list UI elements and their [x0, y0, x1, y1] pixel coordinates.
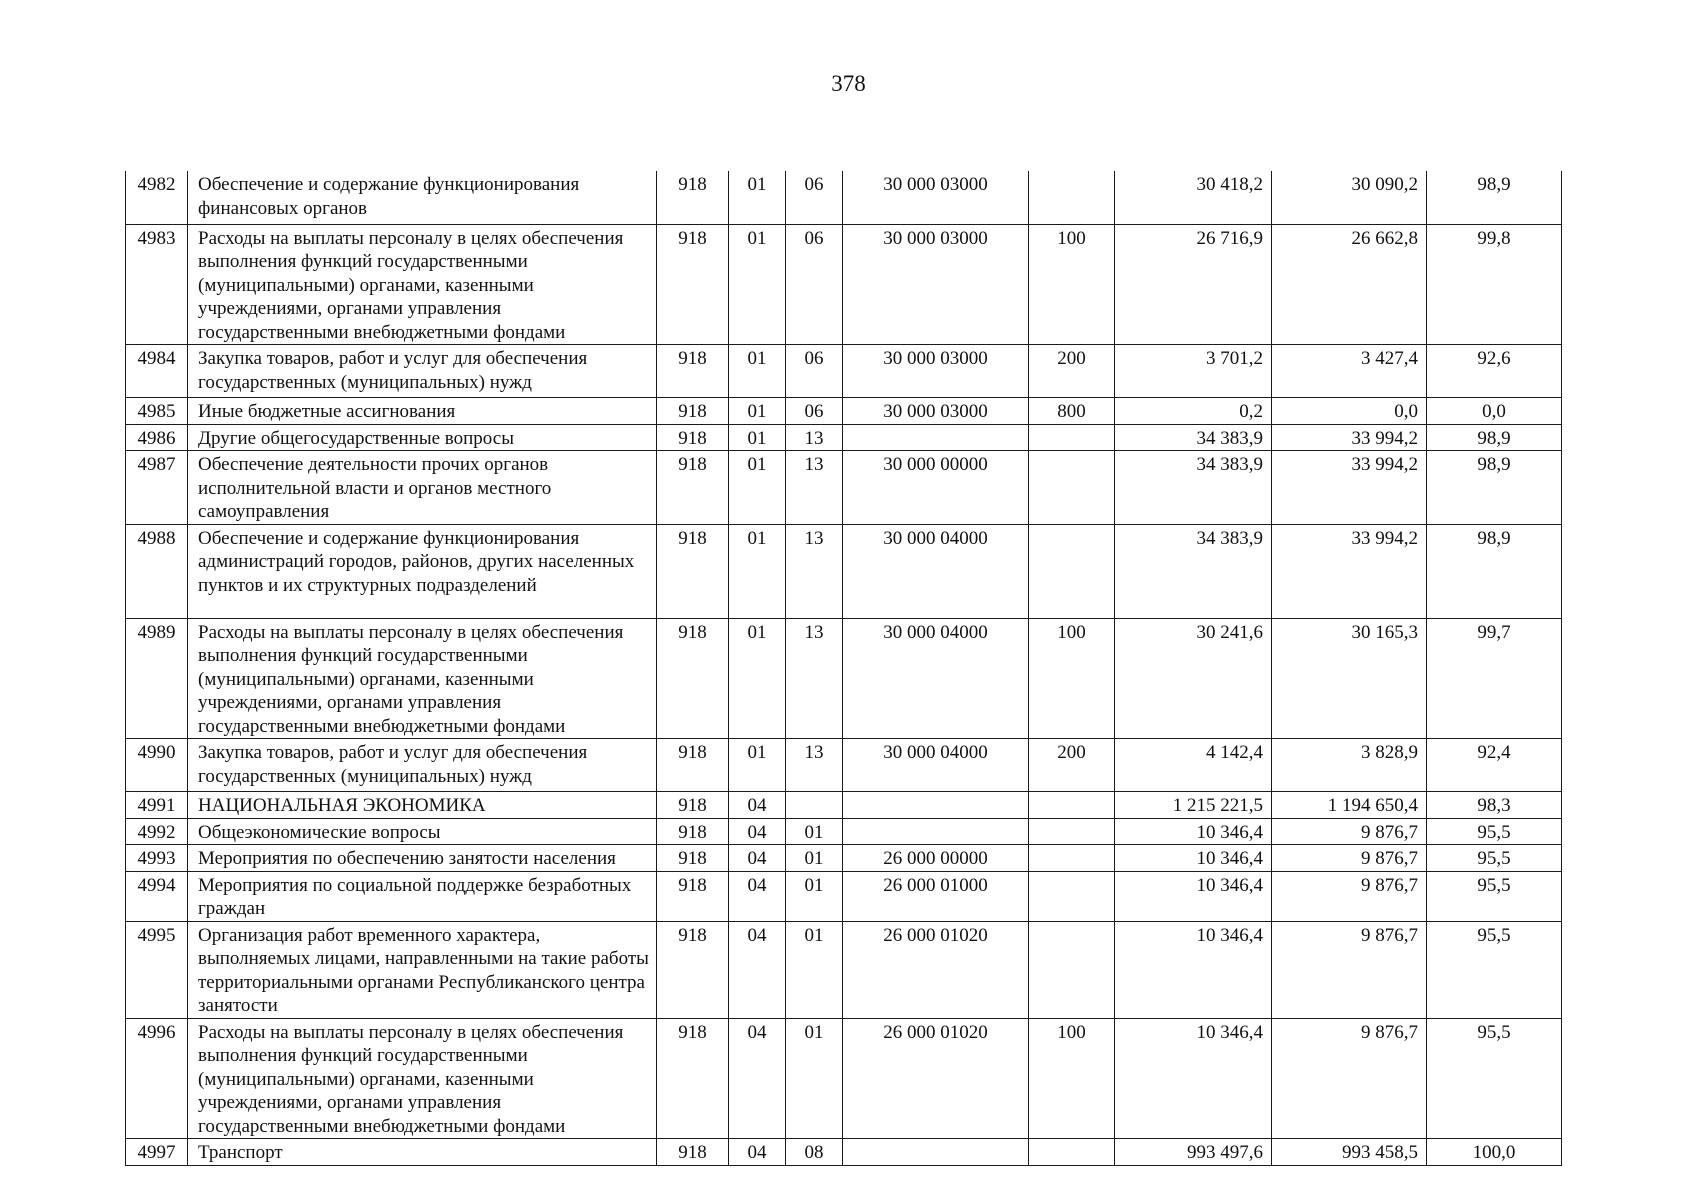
- actual-amount-cell: 3 427,4: [1272, 345, 1427, 398]
- department-code-cell: 918: [657, 345, 729, 398]
- item-name-cell: Обеспечение и содержание функционирования финансовых органов: [188, 171, 657, 224]
- target-article-cell: [843, 792, 1029, 819]
- subsection-code-cell: 06: [786, 171, 843, 224]
- subsection-code-cell: 08: [786, 1139, 843, 1166]
- expense-type-cell: 800: [1029, 398, 1115, 425]
- planned-amount-cell: 30 241,6: [1115, 618, 1272, 739]
- planned-amount-cell: 3 701,2: [1115, 345, 1272, 398]
- row-number-cell: 4987: [126, 451, 188, 525]
- planned-amount-cell: 30 418,2: [1115, 171, 1272, 224]
- subsection-code-cell: 13: [786, 424, 843, 451]
- execution-percent-cell: 95,5: [1427, 921, 1562, 1018]
- planned-amount-cell: 1 215 221,5: [1115, 792, 1272, 819]
- table-body: [126, 171, 1562, 1165]
- section-code-cell: 04: [729, 792, 786, 819]
- planned-amount-cell: 26 716,9: [1115, 224, 1272, 345]
- target-article-cell: 26 000 01020: [843, 921, 1029, 1018]
- execution-percent-cell: 92,6: [1427, 345, 1562, 398]
- subsection-code-cell: 13: [786, 524, 843, 618]
- row-number-cell: 4988: [126, 524, 188, 618]
- expense-type-cell: 200: [1029, 739, 1115, 792]
- item-name-cell: Обеспечение и содержание функционирования администраций городов, районов, других населенных пунктов и их структурных подразделений: [188, 524, 657, 618]
- row-number-cell: 4996: [126, 1018, 188, 1139]
- target-article-cell: [843, 1139, 1029, 1166]
- execution-percent-cell: 92,4: [1427, 739, 1562, 792]
- expense-type-cell: [1029, 921, 1115, 1018]
- expense-type-cell: [1029, 1139, 1115, 1166]
- item-name-cell: Другие общегосударственные вопросы: [188, 424, 657, 451]
- department-code-cell: 918: [657, 398, 729, 425]
- row-number-cell: 4984: [126, 345, 188, 398]
- table-row: [126, 739, 1562, 792]
- section-code-cell: 04: [729, 871, 786, 921]
- actual-amount-cell: 30 090,2: [1272, 171, 1427, 224]
- section-code-cell: 01: [729, 171, 786, 224]
- department-code-cell: 918: [657, 818, 729, 845]
- subsection-code-cell: [786, 792, 843, 819]
- expense-type-cell: [1029, 424, 1115, 451]
- planned-amount-cell: 4 142,4: [1115, 739, 1272, 792]
- item-name-cell: Закупка товаров, работ и услуг для обеспечения государственных (муниципальных) нужд: [188, 345, 657, 398]
- target-article-cell: 26 000 00000: [843, 845, 1029, 872]
- item-name-cell: Закупка товаров, работ и услуг для обеспечения государственных (муниципальных) нужд: [188, 739, 657, 792]
- item-name-cell: Организация работ временного характера, выполняемых лицами, направленными на такие работы территориальными органами Республиканского центра занятости: [188, 921, 657, 1018]
- execution-percent-cell: 98,9: [1427, 451, 1562, 525]
- item-name-cell: НАЦИОНАЛЬНАЯ ЭКОНОМИКА: [188, 792, 657, 819]
- target-article-cell: 30 000 00000: [843, 451, 1029, 525]
- section-code-cell: 01: [729, 345, 786, 398]
- row-number-cell: 4990: [126, 739, 188, 792]
- planned-amount-cell: 34 383,9: [1115, 424, 1272, 451]
- execution-percent-cell: 0,0: [1427, 398, 1562, 425]
- row-number-cell: 4994: [126, 871, 188, 921]
- item-name-cell: Обеспечение деятельности прочих органов исполнительной власти и органов местного самоуправления: [188, 451, 657, 525]
- actual-amount-cell: 993 458,5: [1272, 1139, 1427, 1166]
- expense-type-cell: 100: [1029, 618, 1115, 739]
- planned-amount-cell: 10 346,4: [1115, 845, 1272, 872]
- budget-table: [125, 171, 1562, 1166]
- execution-percent-cell: 98,3: [1427, 792, 1562, 819]
- table-row: [126, 871, 1562, 921]
- item-name-cell: Общеэкономические вопросы: [188, 818, 657, 845]
- department-code-cell: 918: [657, 792, 729, 819]
- target-article-cell: 30 000 03000: [843, 171, 1029, 224]
- subsection-code-cell: 01: [786, 921, 843, 1018]
- execution-percent-cell: 95,5: [1427, 871, 1562, 921]
- row-number-cell: 4997: [126, 1139, 188, 1166]
- actual-amount-cell: 0,0: [1272, 398, 1427, 425]
- subsection-code-cell: 13: [786, 451, 843, 525]
- item-name-cell: Мероприятия по обеспечению занятости населения: [188, 845, 657, 872]
- target-article-cell: 30 000 04000: [843, 618, 1029, 739]
- table-row: [126, 921, 1562, 1018]
- table-row: [126, 524, 1562, 618]
- target-article-cell: 26 000 01020: [843, 1018, 1029, 1139]
- department-code-cell: 918: [657, 224, 729, 345]
- table-row: [126, 224, 1562, 345]
- section-code-cell: 01: [729, 224, 786, 345]
- department-code-cell: 918: [657, 1139, 729, 1166]
- execution-percent-cell: 95,5: [1427, 845, 1562, 872]
- department-code-cell: 918: [657, 451, 729, 525]
- actual-amount-cell: 9 876,7: [1272, 818, 1427, 845]
- section-code-cell: 01: [729, 424, 786, 451]
- table-row: [126, 818, 1562, 845]
- table-row: [126, 171, 1562, 224]
- subsection-code-cell: 06: [786, 398, 843, 425]
- section-code-cell: 04: [729, 921, 786, 1018]
- actual-amount-cell: 33 994,2: [1272, 424, 1427, 451]
- target-article-cell: 30 000 03000: [843, 398, 1029, 425]
- target-article-cell: [843, 424, 1029, 451]
- item-name-cell: Транспорт: [188, 1139, 657, 1166]
- item-name-cell: Расходы на выплаты персоналу в целях обеспечения выполнения функций государственными (муниципальными) органами, казенными учреждениями, органами управления государственными внебюджетными фондами: [188, 1018, 657, 1139]
- department-code-cell: 918: [657, 921, 729, 1018]
- table-row: [126, 424, 1562, 451]
- table-row: [126, 845, 1562, 872]
- section-code-cell: 01: [729, 739, 786, 792]
- actual-amount-cell: 9 876,7: [1272, 871, 1427, 921]
- table-row: [126, 1139, 1562, 1166]
- table-row: [126, 618, 1562, 739]
- execution-percent-cell: 98,9: [1427, 171, 1562, 224]
- subsection-code-cell: 01: [786, 845, 843, 872]
- planned-amount-cell: 34 383,9: [1115, 451, 1272, 525]
- execution-percent-cell: 100,0: [1427, 1139, 1562, 1166]
- actual-amount-cell: 30 165,3: [1272, 618, 1427, 739]
- item-name-cell: Расходы на выплаты персоналу в целях обеспечения выполнения функций государственными (муниципальными) органами, казенными учреждениями, органами управления государственными внебюджетными фондами: [188, 224, 657, 345]
- actual-amount-cell: 26 662,8: [1272, 224, 1427, 345]
- execution-percent-cell: 95,5: [1427, 1018, 1562, 1139]
- subsection-code-cell: 01: [786, 871, 843, 921]
- planned-amount-cell: 0,2: [1115, 398, 1272, 425]
- actual-amount-cell: 9 876,7: [1272, 921, 1427, 1018]
- target-article-cell: [843, 818, 1029, 845]
- row-number-cell: 4991: [126, 792, 188, 819]
- table-row: [126, 398, 1562, 425]
- actual-amount-cell: 9 876,7: [1272, 1018, 1427, 1139]
- target-article-cell: 30 000 04000: [843, 524, 1029, 618]
- item-name-cell: Расходы на выплаты персоналу в целях обеспечения выполнения функций государственными (муниципальными) органами, казенными учреждениями, органами управления государственными внебюджетными фондами: [188, 618, 657, 739]
- section-code-cell: 01: [729, 398, 786, 425]
- section-code-cell: 01: [729, 524, 786, 618]
- table-row: [126, 345, 1562, 398]
- section-code-cell: 01: [729, 618, 786, 739]
- expense-type-cell: [1029, 524, 1115, 618]
- planned-amount-cell: 34 383,9: [1115, 524, 1272, 618]
- department-code-cell: 918: [657, 1018, 729, 1139]
- execution-percent-cell: 98,9: [1427, 524, 1562, 618]
- department-code-cell: 918: [657, 171, 729, 224]
- subsection-code-cell: 06: [786, 224, 843, 345]
- page-number: 378: [831, 71, 866, 96]
- actual-amount-cell: 9 876,7: [1272, 845, 1427, 872]
- execution-percent-cell: 98,9: [1427, 424, 1562, 451]
- row-number-cell: 4986: [126, 424, 188, 451]
- actual-amount-cell: 1 194 650,4: [1272, 792, 1427, 819]
- execution-percent-cell: 99,7: [1427, 618, 1562, 739]
- expense-type-cell: 200: [1029, 345, 1115, 398]
- actual-amount-cell: 33 994,2: [1272, 524, 1427, 618]
- expense-type-cell: [1029, 451, 1115, 525]
- expense-type-cell: [1029, 171, 1115, 224]
- planned-amount-cell: 10 346,4: [1115, 921, 1272, 1018]
- table-row: [126, 451, 1562, 525]
- expense-type-cell: [1029, 792, 1115, 819]
- section-code-cell: 04: [729, 845, 786, 872]
- subsection-code-cell: 01: [786, 1018, 843, 1139]
- table-row: [126, 792, 1562, 819]
- item-name-cell: Мероприятия по социальной поддержке безработных граждан: [188, 871, 657, 921]
- subsection-code-cell: 13: [786, 739, 843, 792]
- actual-amount-cell: 33 994,2: [1272, 451, 1427, 525]
- target-article-cell: 30 000 03000: [843, 345, 1029, 398]
- department-code-cell: 918: [657, 871, 729, 921]
- table-row: [126, 1018, 1562, 1139]
- expense-type-cell: [1029, 818, 1115, 845]
- planned-amount-cell: 10 346,4: [1115, 871, 1272, 921]
- section-code-cell: 01: [729, 451, 786, 525]
- execution-percent-cell: 95,5: [1427, 818, 1562, 845]
- item-name-cell: Иные бюджетные ассигнования: [188, 398, 657, 425]
- row-number-cell: 4992: [126, 818, 188, 845]
- planned-amount-cell: 993 497,6: [1115, 1139, 1272, 1166]
- department-code-cell: 918: [657, 424, 729, 451]
- row-number-cell: 4983: [126, 224, 188, 345]
- expense-type-cell: [1029, 871, 1115, 921]
- row-number-cell: 4995: [126, 921, 188, 1018]
- target-article-cell: 30 000 03000: [843, 224, 1029, 345]
- subsection-code-cell: 01: [786, 818, 843, 845]
- department-code-cell: 918: [657, 618, 729, 739]
- target-article-cell: 30 000 04000: [843, 739, 1029, 792]
- row-number-cell: 4993: [126, 845, 188, 872]
- subsection-code-cell: 13: [786, 618, 843, 739]
- planned-amount-cell: 10 346,4: [1115, 1018, 1272, 1139]
- actual-amount-cell: 3 828,9: [1272, 739, 1427, 792]
- row-number-cell: 4989: [126, 618, 188, 739]
- row-number-cell: 4985: [126, 398, 188, 425]
- section-code-cell: 04: [729, 818, 786, 845]
- section-code-cell: 04: [729, 1018, 786, 1139]
- expense-type-cell: 100: [1029, 224, 1115, 345]
- department-code-cell: 918: [657, 845, 729, 872]
- expense-type-cell: 100: [1029, 1018, 1115, 1139]
- subsection-code-cell: 06: [786, 345, 843, 398]
- execution-percent-cell: 99,8: [1427, 224, 1562, 345]
- row-number-cell: 4982: [126, 171, 188, 224]
- expense-type-cell: [1029, 845, 1115, 872]
- department-code-cell: 918: [657, 739, 729, 792]
- department-code-cell: 918: [657, 524, 729, 618]
- section-code-cell: 04: [729, 1139, 786, 1166]
- target-article-cell: 26 000 01000: [843, 871, 1029, 921]
- planned-amount-cell: 10 346,4: [1115, 818, 1272, 845]
